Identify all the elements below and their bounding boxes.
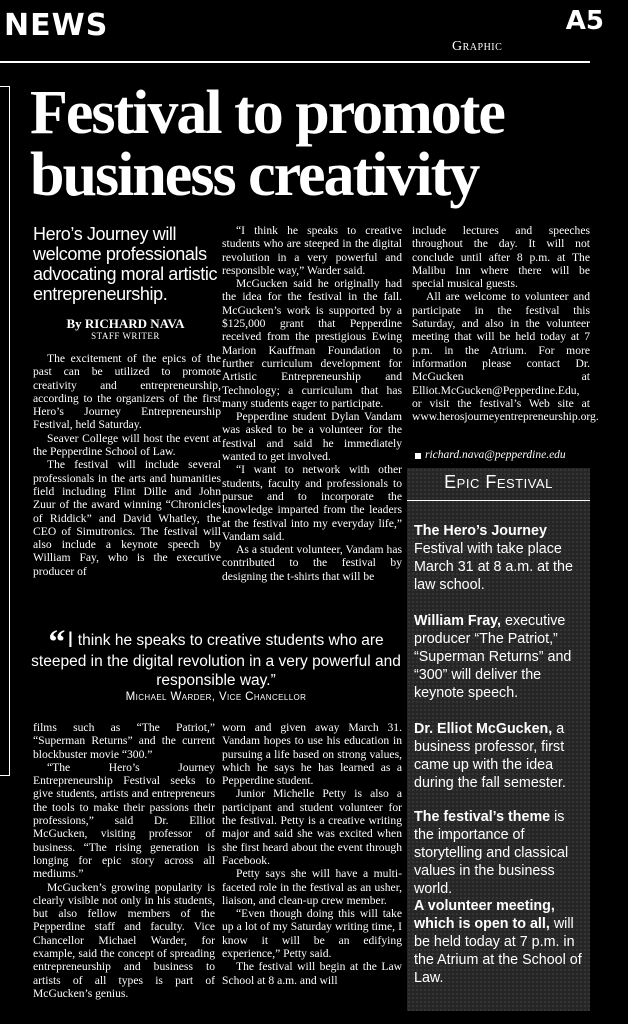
- pull-quote-attribution: Michael Warder, Vice Chancellor: [125, 691, 307, 703]
- section-label: NEWS: [4, 8, 109, 43]
- sidebar-item-text: executive producer “The Patriot,” “Superman Returns” and “300” will deliver the keynote speech.: [414, 613, 572, 701]
- sidebar-item: [414, 522, 584, 594]
- paragraph: films such as “The Patriot,” “Superman Returns” and the current blockbuster movie “300.”: [33, 721, 215, 761]
- deck: Hero’s Journey will welcome professionals advocating moral artistic entrepreneurship.: [33, 224, 218, 304]
- pull-quote: [30, 624, 402, 690]
- paragraph: All are welcome to volunteer and participate in the festival this Saturday, and also in the volunteer meeting that will be held today at 7 p.m. in the Atrium. For more information please contact Dr. McGucken at Elliot.McGucken@Pepperdine.Edu, or visit the festival’s Web site at www.herosjourneyentrepreneurship.org.: [412, 290, 599, 424]
- headline: Festival to promote business creativity: [30, 79, 504, 209]
- header-rule: [0, 61, 590, 63]
- paragraph: Seaver College will host the event at the Pepperdine School of Law.: [33, 431, 221, 459]
- sidebar-item: [414, 808, 584, 898]
- pull-quote-first-word: I: [67, 627, 74, 652]
- sidebar-item-text: a business professor, first came up with the idea during the fall semester.: [414, 721, 566, 791]
- sidebar-title: Epic Festival: [444, 472, 553, 492]
- sidebar-item-lead: The Hero’s Journey: [414, 523, 547, 539]
- sidebar-item-lead: William Fray,: [414, 613, 502, 629]
- paragraph: The festival will begin at the Law School at 8 a.m. and will: [222, 960, 402, 987]
- paragraph: The excitement of the epics of the past can be utilized to promote creativity and entrepreneurship, according to the organizers of the first Hero’s Journey Entrepreneurship Festival, held Saturday.: [33, 352, 221, 432]
- page-number: A5: [565, 6, 604, 36]
- sidebar-item: [414, 720, 584, 792]
- paragraph: Petty says she will have a multi-faceted role in the festival as an usher, liaison, and clean-up crew member.: [222, 867, 402, 907]
- paragraph: “I think he speaks to creative students who are steeped in the digital revolution in a very powerful and responsible way,” Warder said.: [222, 224, 402, 277]
- paragraph: Junior Michelle Petty is also a participant and student volunteer for the festival. Petty is a creative writing major and said she was excited when she first heard about the event through Facebook.: [222, 787, 402, 867]
- sidebar-item-lead: Dr. Elliot McGucken,: [414, 721, 553, 737]
- byline: By RICHARD NAVA: [66, 316, 185, 331]
- paragraph: include lectures and speeches throughout the day. It will not conclude until after 8 p.m. at The Malibu Inn where there will be special musical guests.: [412, 224, 590, 291]
- paragraph: As a student volunteer, Vandam has contributed to the festival by designing the t-shirts that will be: [222, 543, 402, 583]
- article-column-1-bottom: [33, 721, 215, 1000]
- left-bracket-rule: [0, 86, 10, 776]
- paragraph: “I want to network with other students, faculty and professionals to pursue and to incorporate the knowledge imparted from the leaders at the festival into my everyday life,” Vandam said.: [222, 463, 402, 543]
- paragraph: “The Hero’s Journey Entrepreneurship Festival seeks to give students, artists and entrepreneurs the tools to make their passions their professions,” said Dr. Elliot McGucken, visiting professor of business. “The rising generation is longing for epic story across all mediums.”: [33, 760, 215, 881]
- bullet-icon: [415, 453, 421, 459]
- paragraph: “Even though doing this will take up a lot of my Saturday writing time, I know it will be an edifying experience,” Petty said.: [222, 907, 402, 961]
- paragraph: McGucken’s growing popularity is clearly visible not only in his students, but also fellow members of the Pepperdine staff and faculty. Vice Chancellor Michael Warder, for example, said the concept of spreading entrepreneurship and business to artists of all types is part of McGucken’s genius.: [33, 880, 215, 1000]
- sidebar-item: [414, 612, 584, 702]
- sidebar-rule: [407, 500, 590, 501]
- article-column-3-top: [412, 224, 599, 424]
- quote-mark-icon: “: [48, 624, 66, 661]
- author-email: richard.nava@pepperdine.edu: [425, 449, 566, 461]
- paragraph: worn and given away March 31. Vandam hopes to use his education in pursuing a life based on strong values, which he says he has learned as a Pepperdine student.: [222, 721, 402, 788]
- paragraph: Pepperdine student Dylan Vandam was asked to be a volunteer for the festival and said he immediately wanted to get involved.: [222, 410, 402, 464]
- article-column-1-top: [33, 352, 221, 578]
- pull-quote-text: think he speaks to creative students who are steeped in the digital revolution in a very powerful and responsible way.”: [31, 632, 401, 689]
- paragraph: The festival will include several professionals in the arts and humanities field including Flint Dille and John Zuur of the award winning “Chronicles of Riddick” and David Whatley, the CEO of Simutronics. The festival will also include a keynote speech by William Fay, who is the executive producer of: [33, 458, 221, 578]
- paragraph: McGucken said he originally had the idea for the festival in the fall. McGucken’s work is supported by a $125,000 grant that Pepperdine received from the prestigious Ewing Marion Kauffman Foundation to further curriculum development for Artistic Entrepreneurship and Technology; a curriculum that has many students eager to participate.: [222, 277, 402, 410]
- sidebar-item-text: Festival with take place March 31 at 8 a.m. at the law school.: [414, 541, 573, 593]
- sidebar-item-text: will be held today at 7 p.m. in the Atrium at the School of Law.: [414, 916, 582, 986]
- graphic-label: Graphic: [452, 39, 503, 54]
- sidebar-item-lead: A volunteer meeting, which is open to all,: [414, 898, 555, 932]
- article-column-2-bottom: [222, 721, 402, 987]
- sidebar-item-text: is the importance of storytelling and classical values in the business world.: [414, 809, 569, 897]
- byline-title: STAFF WRITER: [91, 331, 160, 341]
- sidebar-item: [414, 897, 584, 987]
- article-column-2-top: [222, 224, 402, 583]
- sidebar-item-lead: The festival’s theme: [414, 809, 551, 825]
